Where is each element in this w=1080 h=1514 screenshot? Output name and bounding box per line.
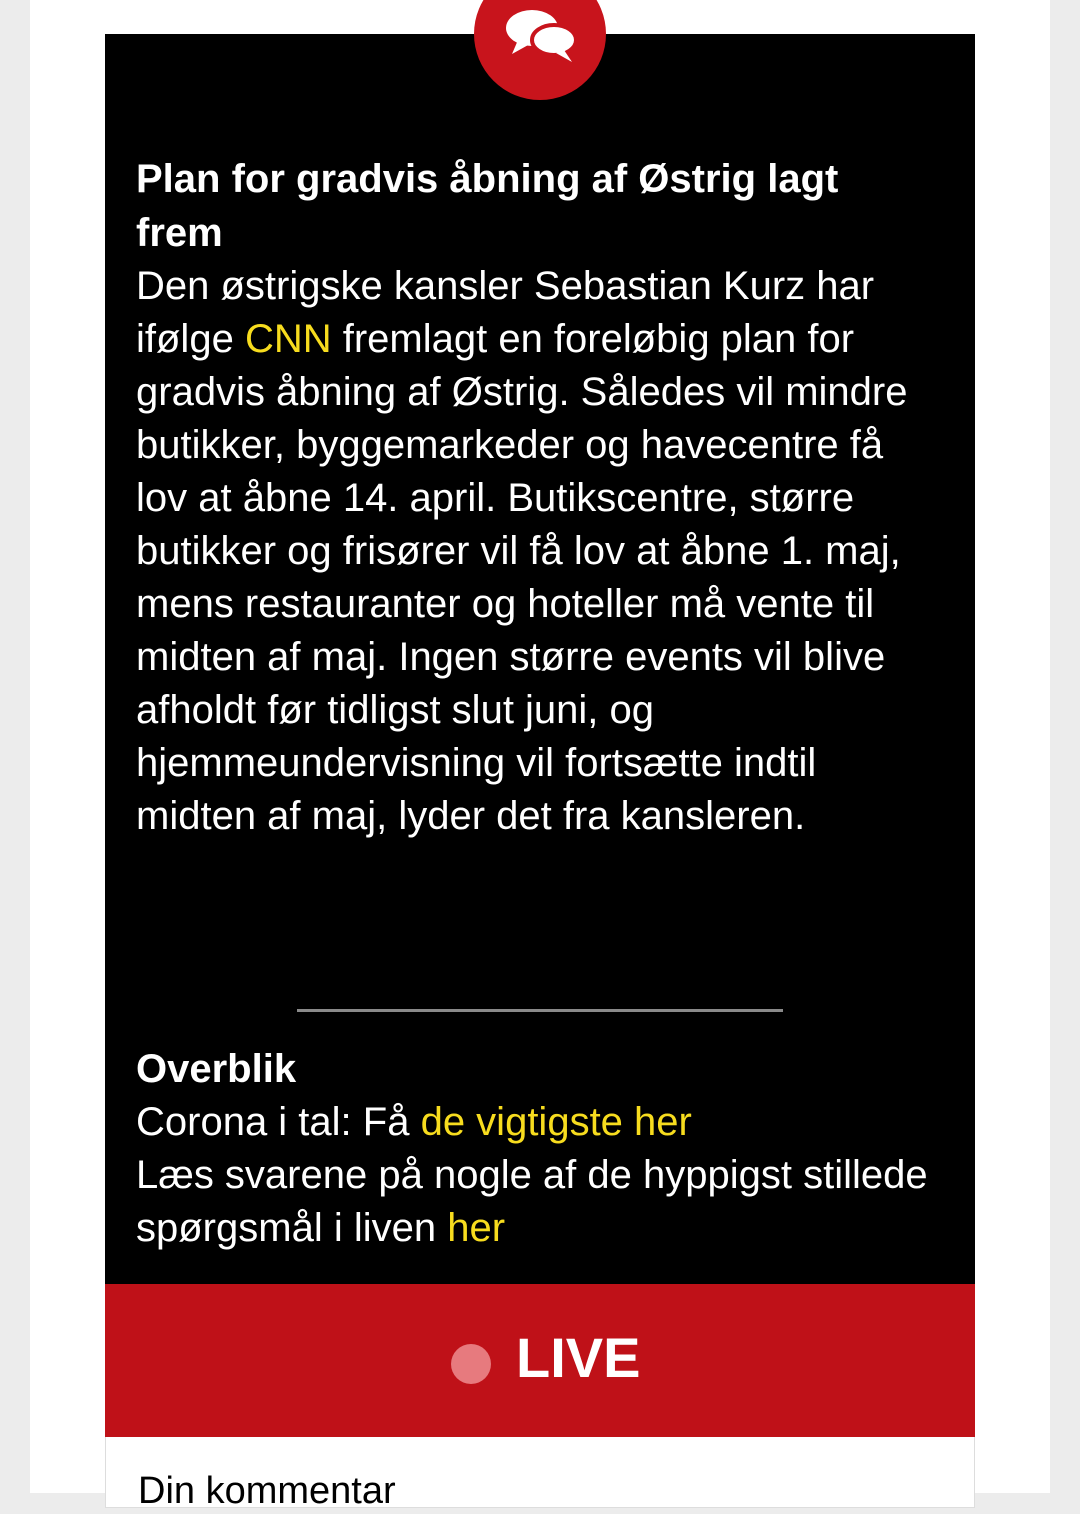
section-divider bbox=[297, 1009, 783, 1012]
post-body-text-start: Den østrigske kansler Sebastian Kurz har ifølge bbox=[136, 264, 875, 361]
faq-link[interactable]: her bbox=[447, 1206, 506, 1250]
corona-numbers-link[interactable]: de vigtigste her bbox=[420, 1100, 692, 1144]
overview-title: Overblik bbox=[136, 1047, 297, 1091]
overview-faq-line bbox=[136, 1149, 936, 1255]
chat-bubbles-icon bbox=[504, 6, 580, 66]
overview-corona-text: Corona i tal: Få bbox=[136, 1100, 421, 1144]
overview-faq-text: Læs svarene på nogle af de hyppigst stillede spørgsmål i liven bbox=[136, 1153, 928, 1250]
overview-section bbox=[136, 1042, 936, 1255]
post-title: Plan for gradvis åbning af Østrig lagt frem bbox=[136, 157, 839, 255]
live-dot-icon bbox=[451, 1344, 491, 1384]
overview-corona-line bbox=[136, 1096, 936, 1149]
comment-label: Din kommentar bbox=[138, 1470, 396, 1512]
live-label: LIVE bbox=[516, 1326, 641, 1389]
post-content bbox=[136, 152, 936, 843]
cnn-source-link[interactable]: CNN bbox=[244, 317, 332, 361]
post-body bbox=[136, 260, 936, 843]
post-body-text-end: fremlagt en foreløbig plan for gradvis åbning af Østrig. Således vil mindre butikker, byggemarkeder og havecentre få lov at åbne 14. april. Butikscentre, større butikker og frisører vil få lov at åbne 1. maj, mens restauranter og hoteller må vente til midten af maj. Ingen større events vil blive afholdt før tidligst slut juni, og hjemmeundervisning vil fortsætte indtil midten af maj, lyder det fra kansleren. bbox=[136, 317, 908, 838]
